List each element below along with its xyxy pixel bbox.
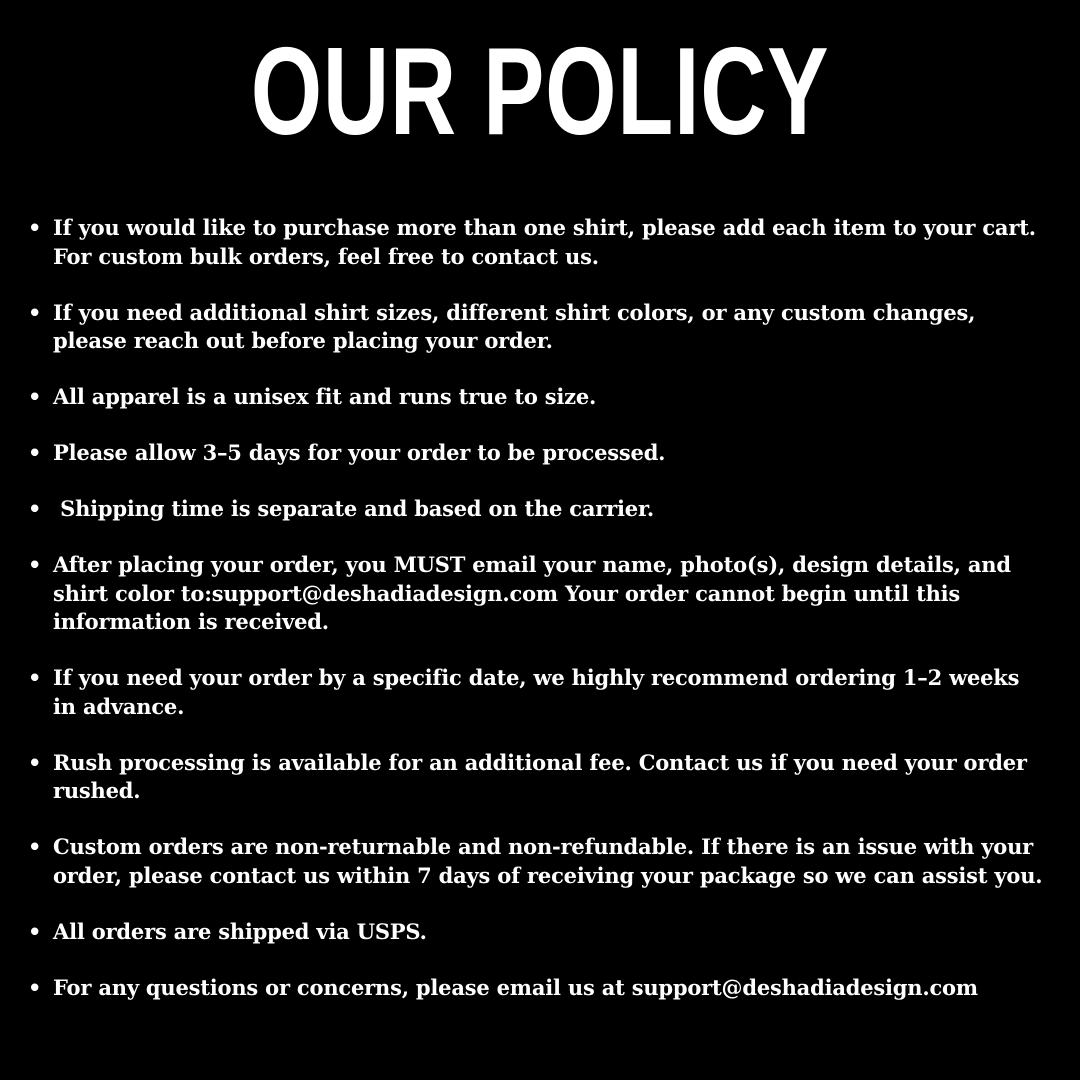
policy-text: All apparel is a unisex fit and runs true to size. bbox=[53, 384, 597, 409]
bullet-icon: • bbox=[28, 216, 42, 240]
bullet-icon: • bbox=[28, 497, 42, 521]
policy-item-processing-time bbox=[28, 439, 1043, 468]
policy-item-specific-date bbox=[28, 664, 1043, 721]
policy-text: Custom orders are non-returnable and non-refundable. If there is an issue with your order, please contact us within 7 days of receiving your package so we can assist you. bbox=[53, 834, 1043, 888]
bullet-icon: • bbox=[28, 441, 42, 465]
policy-list bbox=[28, 214, 1043, 1030]
policy-item-returns bbox=[28, 833, 1043, 890]
policy-text: All orders are shipped via USPS. bbox=[53, 918, 427, 944]
policy-text: Shipping time is separate and based on the carrier. bbox=[53, 496, 655, 521]
policy-text: For any questions or concerns, please email us at support@deshadiadesign.com bbox=[53, 974, 978, 1000]
policy-text: After placing your order, you MUST email your name, photo(s), design details, and shirt color to:support@deshadiadesign.com Your order cannot begin until this information is received. bbox=[53, 552, 1011, 634]
policy-item-contact bbox=[28, 974, 1043, 1003]
bullet-icon: • bbox=[28, 385, 42, 409]
bullet-icon: • bbox=[28, 835, 42, 859]
policy-item-rush-processing bbox=[28, 749, 1043, 806]
policy-item-email-details bbox=[28, 551, 1043, 637]
policy-item-custom-changes bbox=[28, 299, 1043, 356]
bullet-icon: • bbox=[28, 750, 42, 775]
policy-item-carrier bbox=[28, 918, 1043, 947]
bullet-icon: • bbox=[28, 553, 42, 577]
policy-text: If you need additional shirt sizes, different shirt colors, or any custom changes, please reach out before placing your order. bbox=[53, 299, 976, 353]
policy-text: If you would like to purchase more than one shirt, please add each item to your cart. For custom bulk orders, feel free to contact us. bbox=[53, 215, 1036, 269]
policy-text: If you need your order by a specific date, we highly recommend ordering 1–2 weeks in advance. bbox=[53, 665, 1020, 719]
policy-item-shipping-time bbox=[28, 495, 1043, 524]
bullet-icon: • bbox=[28, 975, 42, 1000]
policy-text: Please allow 3–5 days for your order to be processed. bbox=[53, 440, 666, 465]
policy-item-multiple-shirts bbox=[28, 214, 1043, 271]
bullet-icon: • bbox=[28, 300, 42, 325]
page-title: OUR POLICY bbox=[250, 23, 830, 161]
bullet-icon: • bbox=[28, 666, 42, 690]
policy-item-sizing bbox=[28, 383, 1043, 412]
bullet-icon: • bbox=[28, 919, 42, 944]
policy-text: Rush processing is available for an additional fee. Contact us if you need your order rushed. bbox=[53, 749, 1027, 803]
